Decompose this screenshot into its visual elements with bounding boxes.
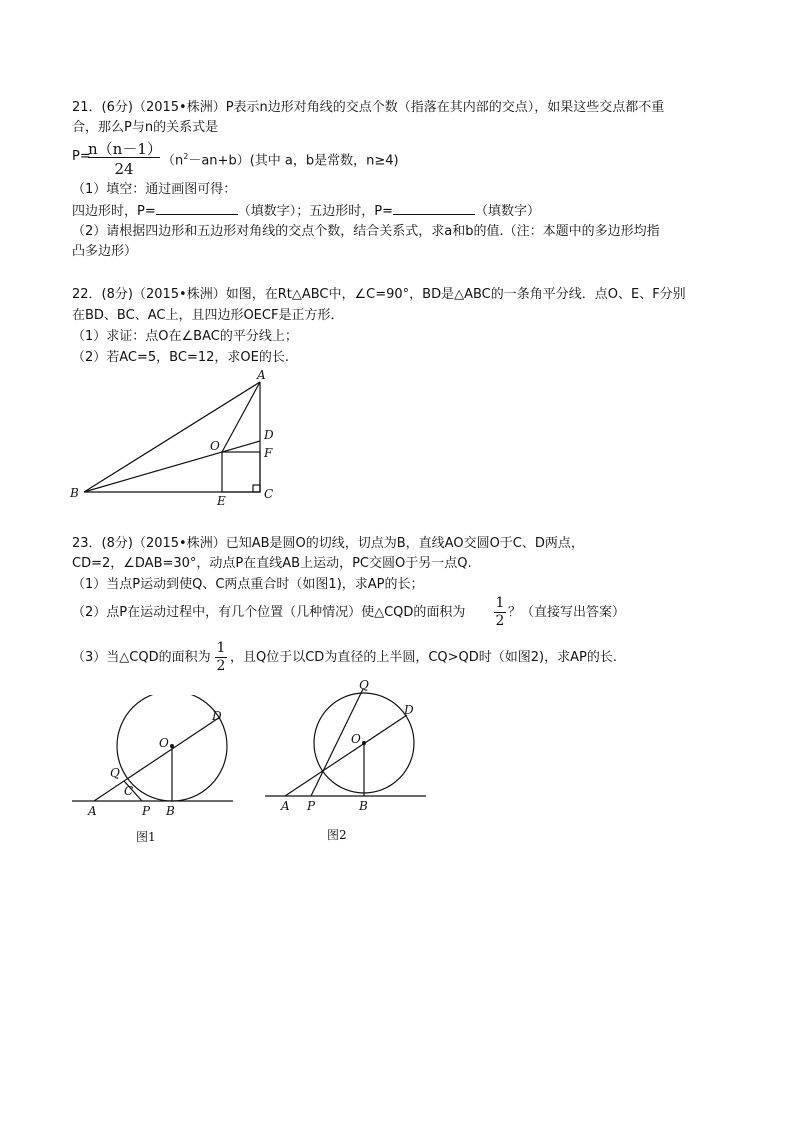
line-ad bbox=[94, 717, 220, 801]
label-f: F bbox=[264, 446, 273, 460]
formula-fraction-bar bbox=[88, 157, 160, 158]
q23-line2: CD=2，∠DAB=30°，动点P在直线AB上运动，PC交圆O于另一点Q. bbox=[72, 556, 472, 571]
q23-part2-b: ？（直接写出答案） bbox=[508, 605, 626, 620]
fig1-label-b: B bbox=[166, 804, 175, 818]
line-ad-2 bbox=[285, 715, 407, 796]
q22-part1: （1）求证：点O在∠BAC的平分线上； bbox=[72, 329, 298, 344]
fig2-label-o: O bbox=[351, 732, 361, 746]
half-denominator: 2 bbox=[495, 613, 505, 629]
q21-part2-line1: （2）请根据四边形和五边形对角线的交点个数，结合关系式，求a和b的值.（注：本题中的多边形均指 bbox=[72, 224, 660, 239]
segment-ao bbox=[222, 382, 260, 452]
q23-part2-a: （2）点P在运动过程中，有几个位置（几种情况）使△CQD的面积为 bbox=[72, 605, 466, 620]
formula-rest: $(n^2-an+b)$(其中 a，b是常数，n≥4) bbox=[162, 152, 399, 169]
formula-denominator: 24 bbox=[114, 160, 134, 178]
q22-part2: （2）若AC=5，BC=12，求OE的长. bbox=[72, 350, 289, 365]
q23-figure-1 bbox=[60, 695, 250, 855]
fig2-label-a: A bbox=[281, 799, 290, 813]
q23-line1: 23．(8分)（2015•株洲）已知AB是圆O的切线，切点为B，直线AO交圆O于C、D两点， bbox=[72, 536, 584, 551]
q21-part1-label: （1）填空：通过画图可得： bbox=[72, 182, 237, 197]
answer-blank-pentagon[interactable] bbox=[393, 202, 475, 215]
q22-triangle-figure bbox=[60, 362, 290, 512]
half-denominator-2: 2 bbox=[216, 658, 226, 674]
answer-blank-quadrilateral[interactable] bbox=[156, 202, 238, 215]
fig1-label-o: O bbox=[159, 736, 169, 750]
fig2-label-q: Q bbox=[359, 678, 369, 692]
half-numerator-2: 1 bbox=[216, 640, 226, 656]
fig2-label-d: D bbox=[404, 703, 414, 717]
q23-part3-b: ，且Q位于以CD为直径的上半圆，CQ>QD时（如图2)，求AP的长. bbox=[230, 650, 617, 665]
fig1-label-d: D bbox=[212, 709, 222, 723]
q23-part1: （1）当点P运动到使Q、C两点重合时（如图1)，求AP的长； bbox=[72, 577, 424, 592]
formula-prefix: P= bbox=[72, 149, 91, 164]
label-c: C bbox=[264, 487, 274, 501]
q21-line2: 合，那么P与n的关系式是 bbox=[72, 120, 219, 135]
half-numerator: 1 bbox=[495, 595, 505, 611]
fig1-label-q: Q bbox=[110, 766, 120, 780]
fig1-label-p: P bbox=[142, 804, 151, 818]
label-o: O bbox=[210, 439, 220, 453]
fig2-label-b: B bbox=[359, 799, 368, 813]
center-dot-2 bbox=[362, 741, 366, 745]
q21-part2-line2: 凸多边形） bbox=[72, 244, 138, 259]
segment-bd bbox=[84, 441, 260, 492]
q22-line2: 在BD、BC、AC上，且四边形OECF是正方形． bbox=[72, 308, 344, 323]
label-b: B bbox=[70, 486, 79, 500]
fig1-label-c: C bbox=[124, 784, 134, 798]
square-oecf bbox=[222, 452, 260, 492]
q23-figure-2 bbox=[255, 675, 445, 855]
center-dot bbox=[170, 744, 174, 748]
q22-line1: 22．(8分)（2015•株洲）如图，在Rt△ABC中，∠C=90°，BD是△ABC的一条角平分线．点O、E、F分别 bbox=[72, 287, 686, 302]
fig2-caption: 图2 bbox=[327, 828, 347, 842]
label-d: D bbox=[264, 428, 274, 442]
segment-ba bbox=[84, 382, 260, 492]
q23-part3-a: （3）当△CQD的面积为 bbox=[72, 650, 211, 665]
q21-line1: 21．(6分)（2015•株洲）P表示n边形对角线的交点个数（指落在其内部的交点），如果这些交点都不重 bbox=[72, 100, 665, 115]
fig2-label-p: P bbox=[307, 799, 316, 813]
right-angle-mark bbox=[253, 485, 260, 492]
label-e: E bbox=[217, 494, 226, 508]
fig1-caption: 图1 bbox=[136, 830, 156, 844]
label-a: A bbox=[257, 368, 266, 382]
formula-numerator: n（n－1） bbox=[88, 140, 162, 158]
q21-part1-fill: 四边形时，P= （填数字）；五边形时，P= （填数字） bbox=[72, 204, 540, 219]
fig1-label-a: A bbox=[88, 804, 97, 818]
